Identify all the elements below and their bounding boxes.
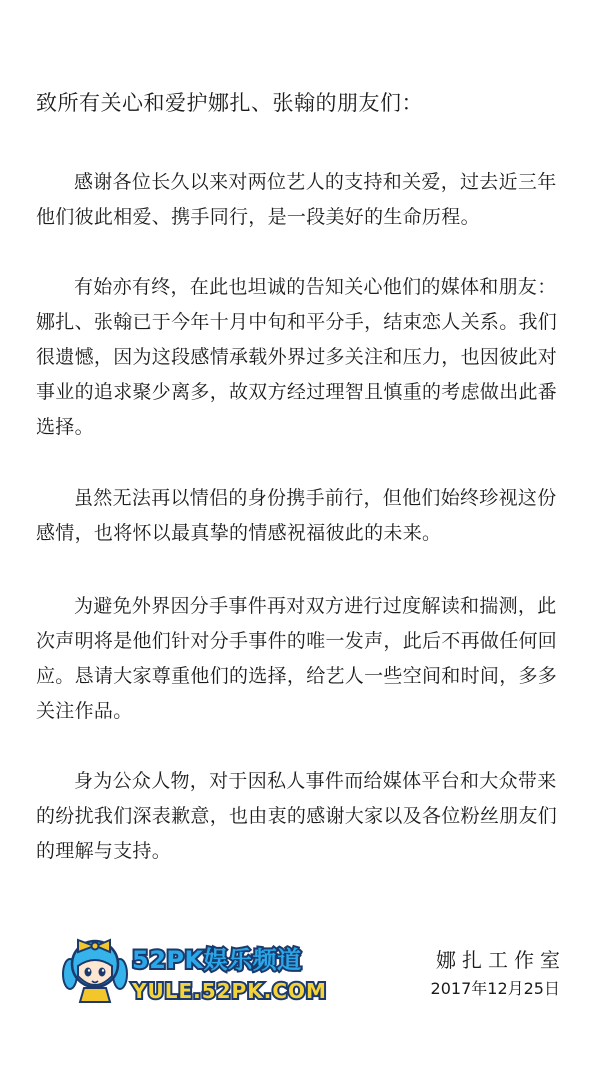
paragraph-line: 有始亦有终，在此也坦诚的告知关心他们的媒体和朋友： — [74, 276, 557, 298]
paragraph-line: 娜扎、张翰已于今年十月中旬和平分手，结束恋人关系。我们 — [36, 311, 558, 333]
paragraph-line: 虽然无法再以情侣的身份携手前行，但他们始终珍视这份 — [74, 487, 557, 509]
watermark-url: YULE.52PK.COM — [132, 979, 327, 1003]
watermark-logo[interactable] — [64, 932, 327, 1004]
signature-block — [430, 946, 566, 1002]
studio-name: 娜扎工作室 — [436, 948, 566, 972]
paragraph-3 — [36, 481, 568, 551]
watermark-title: 52PK娱乐频道 — [132, 946, 302, 974]
paragraph-line: 次声明将是他们针对分手事件的唯一发声，此后不再做任何回 — [36, 630, 558, 652]
paragraph-line: 身为公众人物，对于因私人事件而给媒体平台和大众带来 — [74, 770, 557, 792]
mascot-girl-icon — [63, 940, 127, 1002]
paragraph-line: 应。恳请大家尊重他们的选择，给艺人一些空间和时间，多多 — [36, 665, 558, 687]
watermark-logo-graphic — [64, 932, 327, 1004]
paragraph-line: 选择。 — [36, 416, 94, 438]
paragraph-line: 的理解与支持。 — [36, 840, 172, 862]
paragraph-line: 他们彼此相爱、携手同行，是一段美好的生命历程。 — [36, 206, 480, 228]
paragraph-line: 事业的追求聚少离多，故双方经过理智且慎重的考虑做出此番 — [36, 381, 558, 403]
statement-date: 2017年12月25日 — [430, 979, 560, 998]
paragraph-2 — [36, 270, 568, 445]
paragraph-line: 很遗憾，因为这段感情承载外界过多关注和压力，也因彼此对 — [36, 346, 558, 368]
paragraph-line: 的纷扰我们深表歉意，也由衷的感谢大家以及各位粉丝朋友们 — [36, 805, 558, 827]
salutation: 致所有关心和爱护娜扎、张翰的朋友们： — [36, 91, 423, 115]
paragraph-1 — [36, 165, 568, 235]
paragraph-4 — [36, 589, 568, 729]
paragraph-line: 为避免外界因分手事件再对双方进行过度解读和揣测，此 — [74, 595, 557, 617]
paragraph-line: 感情，也将怀以最真挚的情感祝福彼此的未来。 — [36, 522, 442, 544]
paragraph-5 — [36, 764, 568, 869]
paragraph-line: 感谢各位长久以来对两位艺人的支持和关爱，过去近三年 — [74, 171, 557, 193]
paragraph-line: 关注作品。 — [36, 700, 133, 722]
